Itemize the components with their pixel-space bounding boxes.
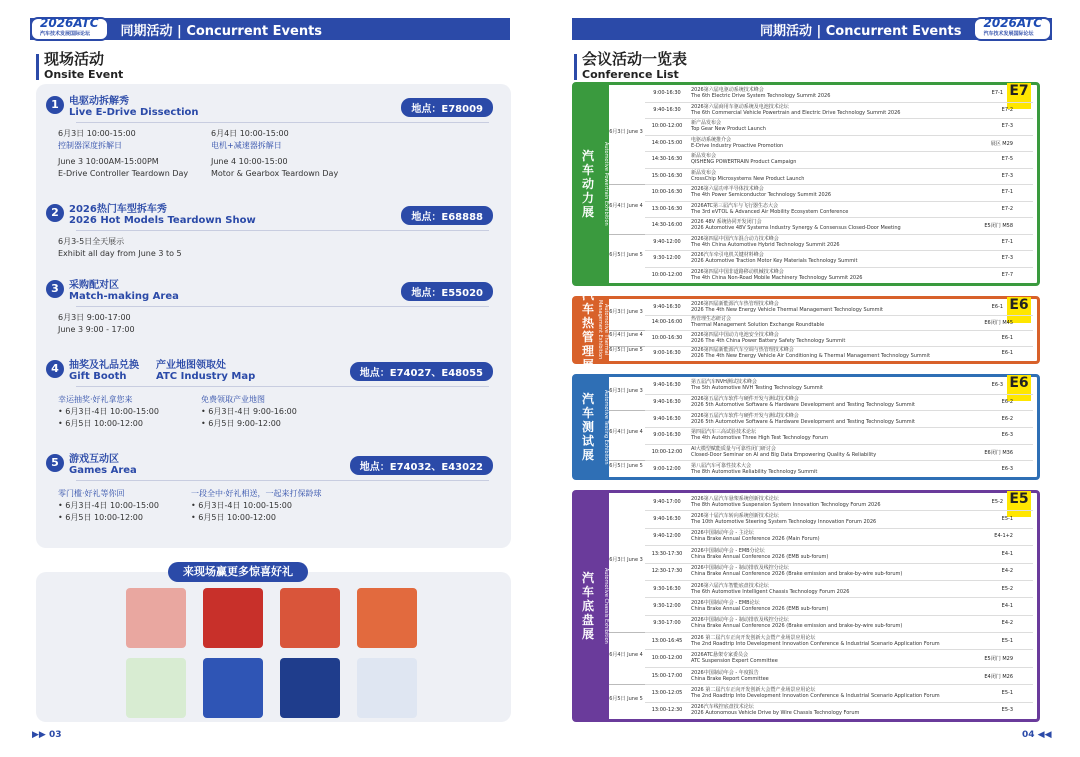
- gifts-panel: [36, 572, 511, 722]
- session-room: E5-2: [1001, 585, 1013, 592]
- session-title-en: The 4th Power Semiconductor Technology Summit 2026: [691, 192, 832, 199]
- session-title-cn: 2026第十届汽车转向系统创新技术论坛: [691, 513, 779, 520]
- session-time: 10:00-12:00: [651, 123, 683, 130]
- session-title-cn: 2026第五届汽车软件与硬件开发与测试技术峰会: [691, 396, 799, 402]
- atc-logo: 2026ATC 汽车技术发展国际论坛: [30, 17, 109, 41]
- hall-badge: E6: [1007, 375, 1031, 401]
- session-title-cn: AI大模型赋能质量与可靠性闭门研讨会: [691, 446, 776, 452]
- session-room: E5-2: [991, 498, 1003, 505]
- conference-section-title: 会议活动一览表 Conference List: [582, 52, 687, 82]
- session-room: E6闭门 M45: [984, 320, 1013, 327]
- session-room: E6闭门 M36: [984, 450, 1013, 456]
- session-title-cn: 2026第六届商用车驱动系统及电池技术论坛: [691, 103, 789, 110]
- session-room: E4-2: [1001, 568, 1013, 575]
- session-title-en: The 6th Automotive Intelligent Chassis Technology Forum 2026: [691, 588, 850, 595]
- block-category-title: 汽 车 热 管 理 展: [575, 299, 601, 361]
- session-time: 9:40-16:30: [653, 382, 681, 389]
- session-time: 10:00-12:00: [651, 655, 683, 662]
- session-time: 13:00-12:05: [651, 689, 683, 696]
- date-label: 6月4日 June 4: [609, 202, 643, 209]
- event-location: 地点：E78009: [401, 98, 493, 117]
- session-time: 10:00-12:00: [651, 449, 683, 455]
- session-title-cn: 2026中国制动年会 - 主论坛: [691, 530, 754, 537]
- conference-block-2: [572, 374, 1040, 480]
- session-title-cn: 新品发布会: [691, 153, 717, 160]
- left-header-bar: [30, 18, 510, 40]
- date-label: 6月5日 June 5: [609, 347, 643, 354]
- gifts-title: 来现场赢更多惊喜好礼: [168, 562, 308, 582]
- session-room: E7-1: [1001, 189, 1013, 196]
- session-title-cn: 2026第六届电驱动系统技术峰会: [691, 87, 764, 94]
- session-title-cn: 2026第四届中国汽车混合动力技术峰会: [691, 235, 779, 242]
- session-room: E7-1: [1001, 238, 1013, 245]
- session-title-cn: 2026 第二届汽车正向开发创新大会暨产业场景应用论坛: [691, 634, 816, 641]
- session-room: E7-1: [991, 90, 1003, 97]
- gift-image-map: [203, 658, 263, 718]
- session-time: 14:30-16:00: [651, 222, 683, 229]
- session-time: 10:00-16:30: [651, 189, 683, 196]
- session-room: E7-2: [1001, 106, 1013, 113]
- event-games-area: 5 游戏互动区 Games Area 地点：E74032、E43022 零门槛·好礼等你回 • 6月3日-4日 10:00-15:00 • 6月5日 10:00-12:00 一段全中·好礼相送，一起来打保龄球 • 6月3日-4日 10:00-15:00 • 6月5日 10:00-12:00: [46, 454, 501, 534]
- session-title-en: 2026 The 4th China Power Battery Safety Technology Summit: [691, 337, 846, 344]
- session-time: 9:40-12:00: [653, 238, 681, 245]
- event-title: 电驱动拆解秀 Live E-Drive Dissection: [69, 96, 199, 118]
- gift-image-fan: [203, 588, 263, 648]
- block-category-title: 汽 车 底 盘 展: [575, 493, 601, 719]
- session-title-cn: 2026第八届汽车悬架系统创新技术论坛: [691, 495, 779, 502]
- session-title-cn: 新产品发布会: [691, 120, 722, 127]
- session-title-en: QISHENG POWERTRAIN Product Campaign: [691, 159, 797, 166]
- atc-logo-right: 2026ATC 汽车技术发展国际论坛: [973, 17, 1052, 41]
- event-matchmaking: 3 采购配对区 Match-making Area 地点：E55020 6月3日 9:00-17:00 June 3 9:00 - 17:00: [46, 280, 501, 340]
- event-teardown-show: 2 2026热门车型拆车秀 2026 Hot Models Teardown Show 地点：E68888 6月3-5日全天展示 Exhibit all day from June 3 to 5: [46, 204, 501, 264]
- page-number-right: 04 ◀◀: [1022, 730, 1052, 740]
- date-label: 6月3日 June 3: [609, 308, 643, 315]
- session-title-en: China Brake Annual Conference 2026 (Brake emission and brake-by-wire sub-forum): [691, 571, 903, 578]
- event-e-drive: 1 电驱动拆解秀 Live E-Drive Dissection 地点：E78009 6月3日 10:00-15:00 控制器深度拆解日 June 3 10:00AM-15:00PM E-Drive Controller Teardown Day 6月4日 10:00-15:00 电机+减速器拆解日 June 4 10:00-15:00 Motor & Gearbox Teardown Day: [46, 96, 501, 186]
- event-number: 1: [46, 96, 64, 114]
- session-room: E6-1: [1001, 334, 1013, 341]
- event-location: 地点：E55020: [401, 282, 493, 301]
- session-title-en: The 6th Electric Drive System Technology Summit 2026: [691, 93, 831, 100]
- session-title-cn: 2026 48V 系统协同开发闭门会: [691, 219, 762, 226]
- block-category-title: 汽 车 动 力 展: [575, 85, 601, 283]
- session-time: 15:00-17:00: [651, 672, 683, 679]
- session-title-cn: 2026第六届汽车智能底盘技术论坛: [691, 582, 769, 589]
- date-label: 6月3日 June 3: [609, 556, 643, 563]
- session-title-cn: 2026 第二届汽车正向开发创新大会暨产业场景应用论坛: [691, 686, 816, 693]
- session-time: 9:00-16:30: [653, 350, 681, 357]
- gift-image-bag: [357, 658, 417, 718]
- session-room: E6-3: [1001, 465, 1013, 472]
- date-label: 6月5日 June 5: [609, 252, 643, 259]
- session-time: 13:00-16:30: [651, 205, 683, 212]
- session-time: 9:00-16:30: [653, 90, 681, 97]
- session-time: 9:00-16:30: [653, 432, 681, 439]
- session-title-en: Thermal Management Solution Exchange Roundtable: [691, 322, 825, 329]
- session-room: E6-2: [1001, 415, 1013, 422]
- gift-image-notebook: [280, 658, 340, 718]
- session-title-cn: 第四届汽车三高试验技术论坛: [691, 429, 757, 436]
- session-room: E7-3: [1001, 123, 1013, 130]
- session-room: E5闭门 M29: [984, 656, 1013, 663]
- session-title-cn: 2026汽车牵引电机关键材料峰会: [691, 252, 764, 259]
- onsite-section-title: 现场活动 Onsite Event: [44, 52, 123, 82]
- session-title-en: Closed-Door Seminar on AI and Big Data Empowering Quality & Reliability: [691, 452, 877, 458]
- session-title-en: China Brake Annual Conference 2026 (Brake emission and brake-by-wire sub-forum): [691, 623, 903, 630]
- session-title-cn: 2026第四届中国非道路移动机械技术峰会: [691, 268, 784, 275]
- session-title-en: The 2nd Roadtrip Into Development Innovation Conference & Industrial Scenario Application Forum: [691, 692, 940, 699]
- session-title-en: China Brake Report Committee: [691, 675, 769, 682]
- session-title-cn: 2026汽车线控底盘技术论坛: [691, 704, 754, 711]
- session-title-en: ATC Suspension Expert Committee: [691, 658, 778, 665]
- session-title-cn: 新品发布会: [691, 169, 717, 176]
- session-room: E4-1: [1001, 603, 1013, 609]
- session-time: 9:40-16:30: [653, 516, 681, 523]
- session-title-cn: 2026第六届功率半导体技术峰会: [691, 186, 764, 193]
- session-time: 9:00-12:00: [653, 465, 681, 472]
- session-title-cn: 2026中国制动年会 - 制动排放及线控分论坛: [691, 565, 789, 572]
- session-room: E5-1: [1001, 516, 1013, 523]
- session-room: E5-1: [1001, 637, 1013, 644]
- session-room: E6-1: [991, 303, 1003, 310]
- session-time: 9:30-17:00: [653, 620, 681, 627]
- session-title-en: The 5th Automotive NVH Testing Technology Summit: [691, 385, 824, 392]
- session-time: 9:40-16:30: [653, 106, 681, 113]
- date-label: 6月4日 June 4: [609, 331, 643, 338]
- session-room: E5-1: [1001, 689, 1013, 696]
- date-label: 6月5日 June 5: [609, 695, 643, 702]
- session-title-cn: 2026第五届汽车软件与硬件开发与测试技术峰会: [691, 412, 799, 419]
- gift-image-toy: [126, 588, 186, 648]
- block-category-en: Automotive Powertrain Exhibition: [601, 85, 609, 283]
- left-header-title: 同期活动 | Concurrent Events: [120, 23, 323, 39]
- onsite-events-panel: [36, 84, 511, 548]
- session-room: E4-1+2: [994, 533, 1013, 540]
- gift-image-decor: [357, 588, 417, 648]
- session-room: 展区 M29: [990, 140, 1013, 147]
- hall-badge: E6: [1007, 297, 1031, 323]
- date-label: 6月5日 June 5: [609, 462, 643, 469]
- session-title-cn: 2026中国制动年会 - 制动排放及线控分论坛: [691, 617, 789, 624]
- session-title-cn: 2026第四届新能源汽车空调与热管理技术峰会: [691, 347, 794, 354]
- right-header-title: 同期活动 | Concurrent Events: [759, 23, 962, 39]
- session-title-en: China Brake Annual Conference 2026 (EMB sub-forum): [691, 553, 829, 560]
- session-time: 13:00-12:30: [651, 707, 683, 714]
- session-room: E7-5: [1001, 156, 1013, 163]
- hall-badge: E5: [1007, 491, 1031, 517]
- event-gift-booth: 4 抽奖及礼品兑换 Gift Booth 产业地图领取处 ATC Industry Map 地点：E74027、E48055 幸运抽奖·好礼拿您来 • 6月3日-4日 10:00-15:00 • 6月5日 10:00-12:00 免费领取产业地图 • 6月3日-4日 9:00-16:00 • 6月5日 9:00-12:00: [46, 360, 501, 440]
- session-title-en: 2026 5th Automotive Software & Hardware Development and Testing Technology Summit: [691, 402, 916, 408]
- session-room: E4-1: [1001, 550, 1013, 557]
- session-title-en: The 8th Automotive Suspension System Innovation Technology Forum 2026: [691, 501, 881, 508]
- session-title-en: The 6th Commercial Vehicle Powertrain and Electric Drive Technology Summit 2026: [691, 109, 901, 116]
- session-time: 13:30-17:30: [651, 550, 683, 557]
- session-time: 14:30-16:30: [651, 156, 683, 163]
- session-time: 9:40-16:30: [653, 415, 681, 422]
- session-title-en: 2026 5th Automotive Software & Hardware Development and Testing Technology Summit: [691, 418, 916, 425]
- event-location: 地点：E74032、E43022: [350, 456, 493, 475]
- block-category-en: Automotive Thermal Management Exhibition: [597, 300, 609, 360]
- session-title-cn: 2026第四届中国动力电池安全技术峰会: [691, 331, 779, 338]
- session-title-en: 2026 Automotive Traction Motor Key Materials Technology Summit: [691, 258, 858, 265]
- session-title-cn: 2026第四届新能源汽车热管理技术峰会: [691, 300, 779, 307]
- conference-block-3: [572, 490, 1040, 722]
- session-room: E6-3: [991, 382, 1003, 389]
- date-label: 6月4日 June 4: [609, 652, 643, 659]
- session-title-cn: 热管理生态研讨会: [691, 316, 732, 323]
- session-title-en: CrossChip Microsystems New Product Launch: [691, 175, 805, 182]
- hall-badge: E7: [1007, 83, 1031, 109]
- page-number-left: ▶▶ 03: [32, 730, 62, 740]
- event-location: 地点：E74027、E48055: [350, 362, 493, 381]
- conference-block-1: [572, 288, 1040, 372]
- session-time: 9:40-12:00: [653, 533, 681, 540]
- session-time: 9:40-16:30: [653, 399, 681, 405]
- session-room: E6-1: [1001, 350, 1013, 357]
- session-title-en: The 8th Automotive Reliability Technology Summit: [691, 468, 818, 475]
- session-time: 9:30-12:00: [653, 603, 681, 609]
- session-title-en: The 3rd eVTOL & Advanced Air Mobility Ecosystem Conference: [691, 208, 849, 215]
- session-room: E7-7: [1001, 271, 1013, 278]
- session-title-en: The 4th China Automotive Hybrid Technology Summit 2026: [691, 241, 840, 248]
- session-room: E7-2: [1001, 205, 1013, 212]
- event-location: 地点：E68888: [401, 206, 493, 225]
- gift-image-bottle: [126, 658, 186, 718]
- session-room: E6-2: [1001, 399, 1013, 405]
- session-title-en: 2026 Automotive 48V Systems Industry Synergy & Consensus Closed-Door Meeting: [691, 225, 901, 232]
- session-time: 9:30-12:00: [653, 255, 681, 262]
- session-room: E6-3: [1001, 432, 1013, 439]
- session-title-cn: 第五届汽车NVH测试技术峰会: [691, 379, 757, 386]
- session-title-en: China Brake Annual Conference 2026 (EMB sub-forum): [691, 606, 829, 612]
- session-title-cn: 2026中国制动年会 - EMB论坛: [691, 600, 760, 606]
- session-time: 15:00-16:30: [651, 172, 683, 179]
- block-category-en: Automotive Testing Exhibition: [601, 377, 609, 477]
- right-header-bar: [572, 18, 1052, 40]
- session-time: 9:30-16:30: [653, 585, 681, 592]
- session-time: 12:30-17:30: [651, 568, 683, 575]
- session-time: 14:00-16:00: [651, 319, 683, 326]
- conference-block-0: [572, 82, 1040, 286]
- block-category-title: 汽 车 测 试 展: [575, 377, 601, 477]
- session-title-en: The 10th Automotive Steering System Technology Innovation Forum 2026: [691, 519, 877, 526]
- session-title-en: 2026 The 4th New Energy Vehicle Air Conditioning & Thermal Management Technology Summit: [691, 353, 931, 360]
- date-label: 6月3日 June 3: [609, 387, 643, 394]
- session-title-en: E-Drive Industry Proactive Promotion: [691, 142, 784, 149]
- session-title-cn: 2026中国制动年会 - EMB分论坛: [691, 547, 765, 554]
- session-title-en: The 2nd Roadtrip Into Development Innovation Conference & Industrial Scenario Application Forum: [691, 640, 940, 647]
- session-time: 14:00-15:00: [651, 139, 683, 146]
- session-room: E5-3: [1001, 707, 1013, 714]
- session-title-en: 2026 Autonomous Vehicle Drive by Wire Chassis Technology Forum: [691, 710, 860, 717]
- session-title-en: The 4th Automotive Three High Test Technology Forum: [691, 435, 829, 442]
- gift-image-cards: [280, 588, 340, 648]
- session-room: E7-3: [1001, 172, 1013, 179]
- session-time: 9:40-17:00: [653, 498, 681, 505]
- session-room: E5闭门 M58: [984, 223, 1013, 230]
- session-title-en: The 4th China Non-Road Mobile Machinery Technology Summit 2026: [691, 274, 863, 281]
- session-title-cn: 2026ATC悬架专家委员会: [691, 652, 749, 659]
- session-time: 10:00-16:30: [651, 334, 683, 341]
- date-label: 6月4日 June 4: [609, 429, 643, 436]
- session-title-en: China Brake Annual Conference 2026 (Main Forum): [691, 536, 820, 543]
- session-title-cn: 第八届汽车可靠性技术大会: [691, 462, 752, 469]
- date-label: 6月3日 June 3: [609, 128, 643, 135]
- block-category-en: Automotive Chassis Exhibition: [601, 493, 609, 719]
- session-title-en: 2026 The 4th New Energy Vehicle Thermal Management Technology Summit: [691, 306, 883, 313]
- session-time: 9:40-16:30: [653, 303, 681, 310]
- session-title-cn: 2026ATC第三届汽车与飞行器生态大会: [691, 202, 779, 209]
- session-room: E4-2: [1001, 620, 1013, 627]
- session-room: E4闭门 M26: [984, 673, 1013, 680]
- session-time: 10:00-12:00: [651, 271, 683, 278]
- session-title-en: Top Gear New Product Launch: [691, 126, 766, 133]
- session-time: 13:00-16:45: [651, 637, 683, 644]
- session-title-cn: 2026中国制动年会 - 年度报告: [691, 669, 759, 676]
- session-title-cn: 电驱动系统推介会: [691, 136, 732, 143]
- session-room: E7-3: [1001, 255, 1013, 262]
